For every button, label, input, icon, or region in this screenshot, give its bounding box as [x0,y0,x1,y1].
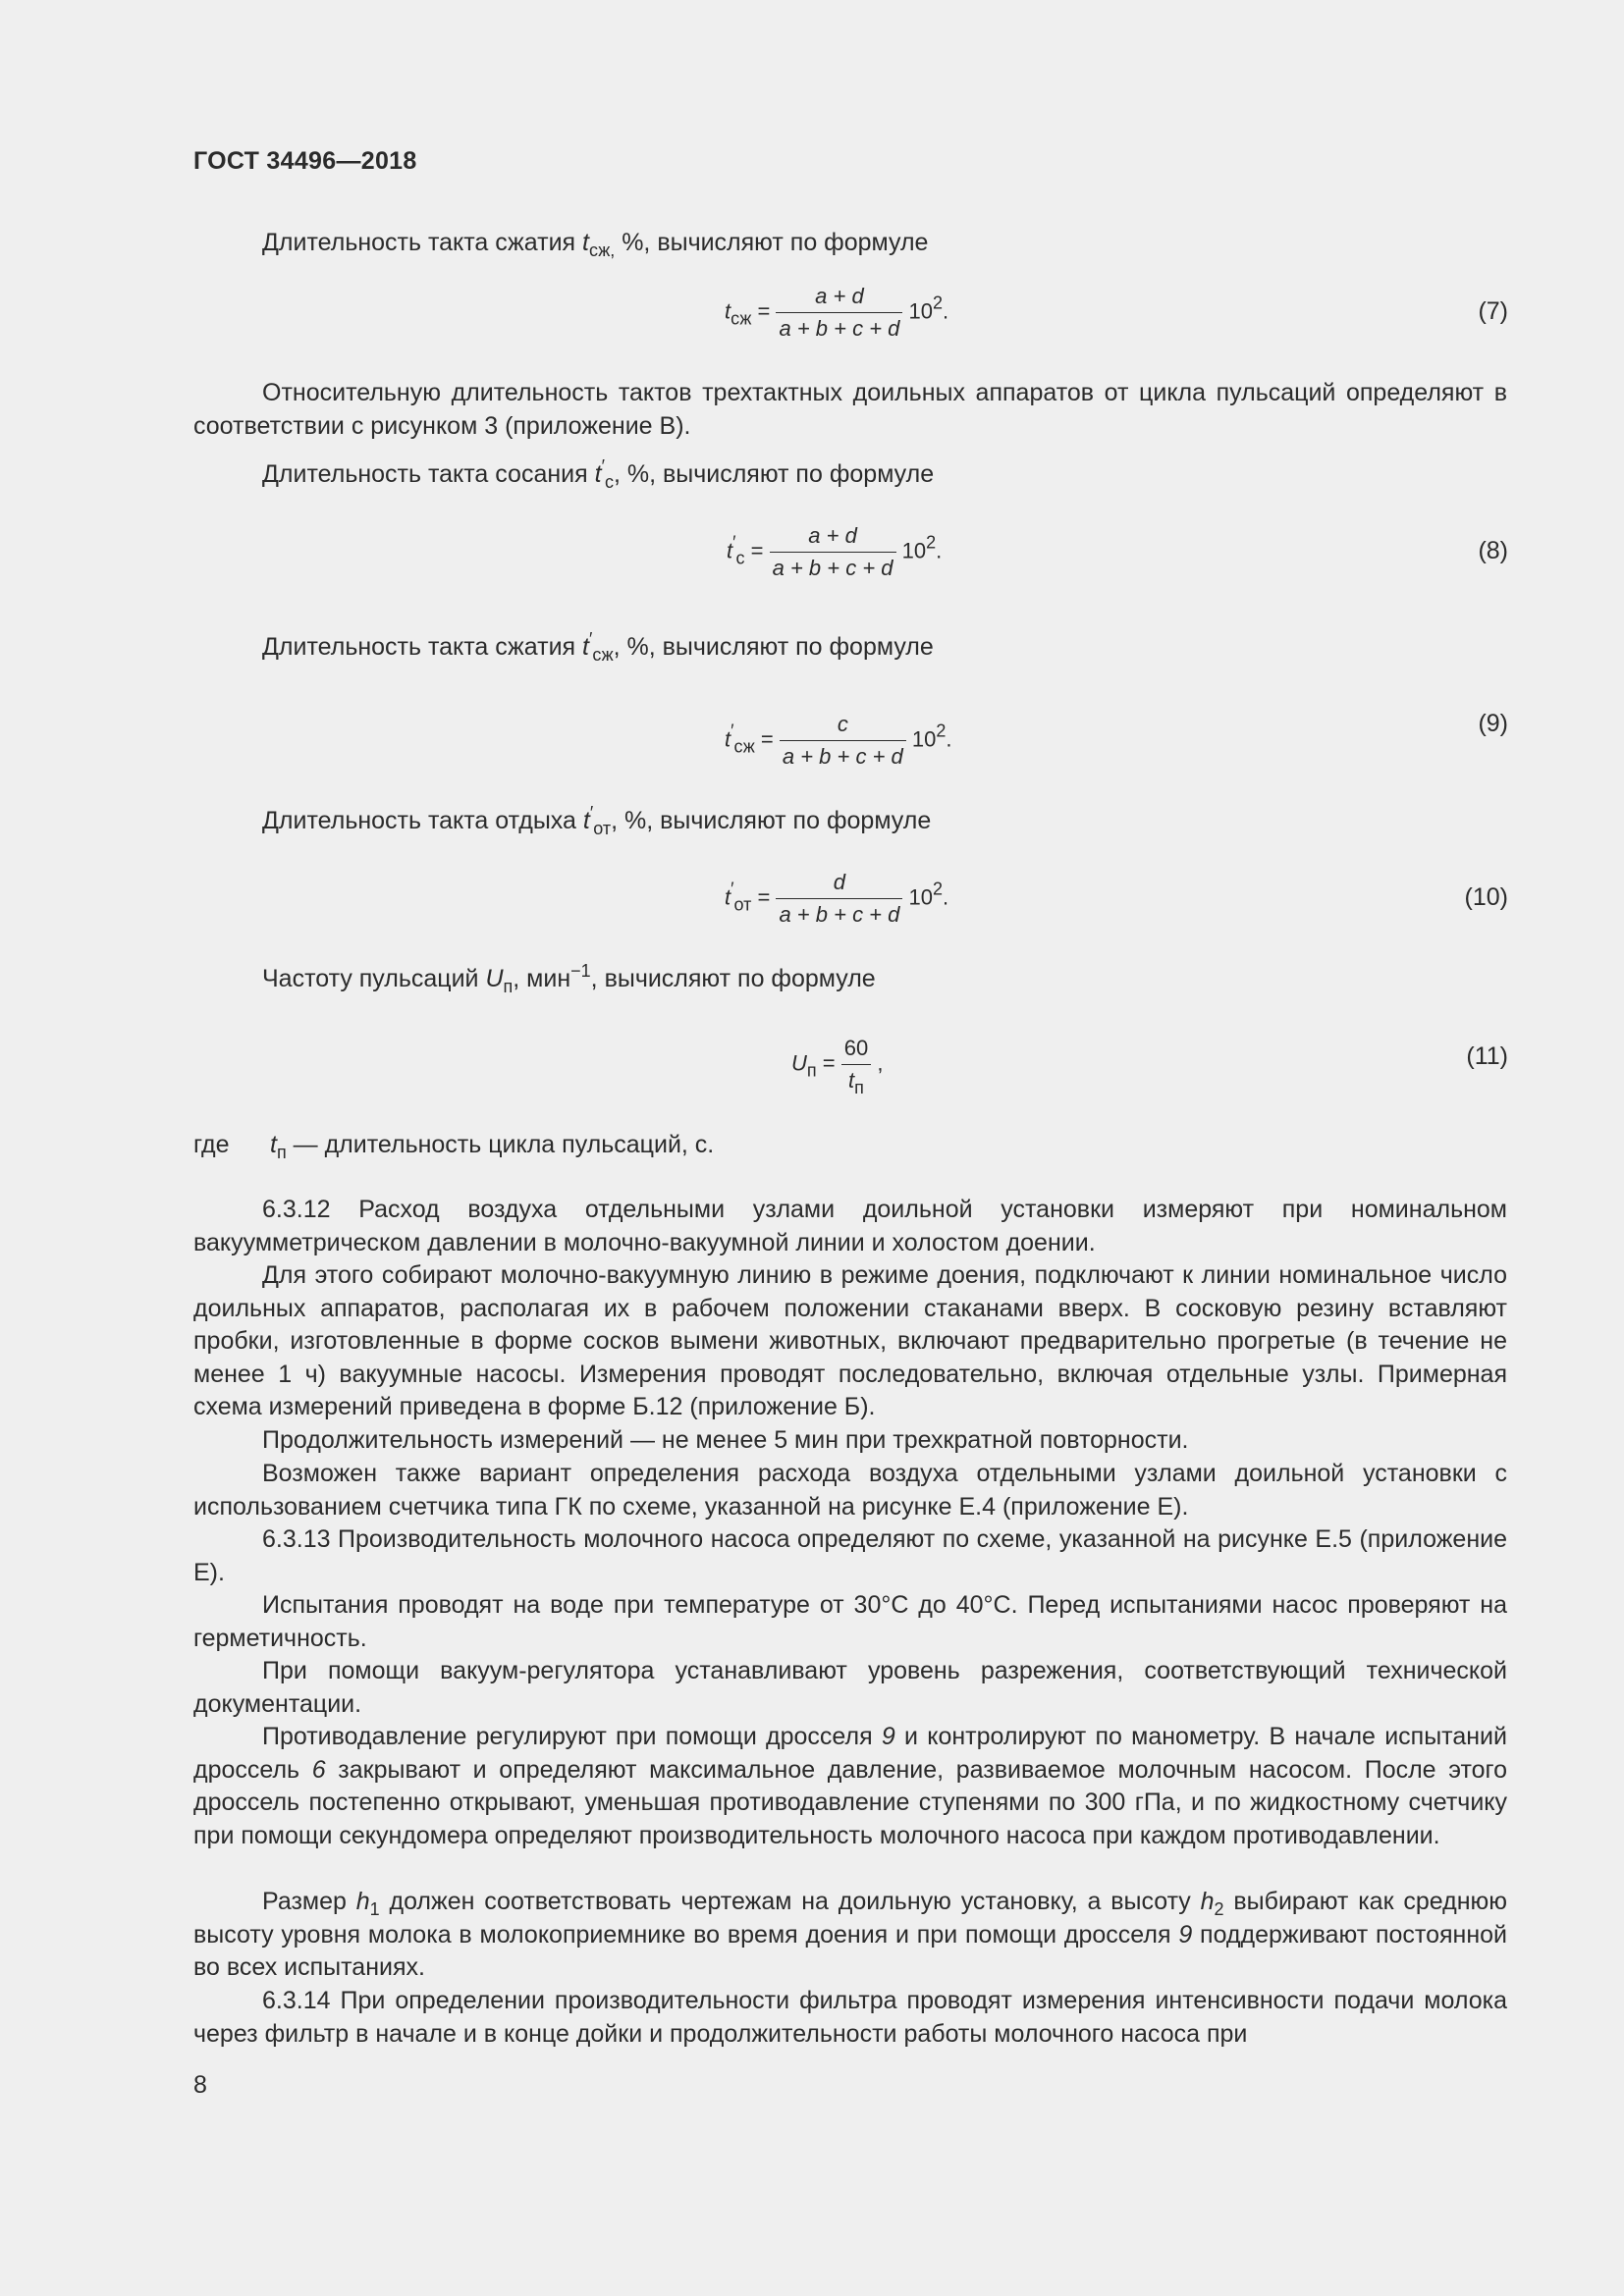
paragraph-6-3-12: 6.3.12 Расход воздуха отдельными узлами доильной установки измеряют при номинальном вакуумметрическом давлении в молочно-вакуумной линии и холостом доении. [193,1196,1507,1256]
document-header: ГОСТ 34496—2018 [193,147,417,175]
formula-intro-compression: Длительность такта сжатия $t_{сж,}$ %, вычисляют по формуле [262,229,929,260]
formula-intro-rest: Длительность такта отдыха $t'_{от}$, %, вычисляют по формуле [262,803,932,838]
equation-7: $t_{сж}$ = $\frac{a + d}{a + b + c + d}$ $10^2$. [725,284,949,341]
paragraph: При помощи вакуум-регулятора устанавливают уровень разрежения, соответствующий технической документации. [193,1657,1507,1718]
formula-intro-frequency: Частоту пульсаций $U_п$, мин$^{-1}$, вычисляют по формуле [262,961,876,996]
paragraph-6-3-14: 6.3.14 При определении производительности фильтра проводят измерения интенсивности подачи молока через фильтр в начале и в конце дойки и продолжительности работы молочного насоса при [193,1987,1507,2048]
formula-intro-compression-3: Длительность такта сжатия $t'_{сж}$, %, вычисляют по формуле [262,629,934,665]
equation-11: $U_п$ = $\frac{60}{t_п}$ , [791,1036,884,1097]
equation-8: $t'_с$ = $\frac{a + d}{a + b + c + d}$ $10^2$. [727,523,943,580]
equation-number: (7) [1478,297,1508,325]
equation-9: $t'_{сж}$ = $\frac{c}{a + b + c + d}$ $10^2$. [725,712,952,769]
equation-number: (9) [1478,710,1508,737]
paragraph: Противодавление регулируют при помощи дросселя 9 и контролируют по манометру. В начале испытаний дроссель 6 закрывают и определяют максимальное давление, развиваемое молочным насосом. После этого дроссель постепенно открывают, уменьшая противодавление ступенями по 300 гПа, и по жидкостному счетчику при помощи секундомера определяют производительность молочного насоса при каждом противодавлении. [193,1723,1507,1849]
paragraph: Размер $h_1$ должен соответствовать чертежам на доильную установку, а высоту $h_2$ выбирают как среднюю высоту уровня молока в молокоприемнике во время доения и при помощи дросселя 9 поддерживают постоянной во всех испытаниях. [193,1888,1507,1982]
equation-10: $t'_{от}$ = $\frac{d}{a + b + c + d}$ $10^2$. [725,870,949,927]
fraction: $\frac{a + d}{a + b + c + d}$ [770,522,896,582]
equation-number: (8) [1478,537,1508,564]
paragraph: Для этого собирают молочно-вакуумную линию в режиме доения, подключают к линии номинальное число доильных аппаратов, располагая их в рабочем положении стаканами вверх. В сосковую резину вставляют пробки, изготовленные в форме сосков вымени животных, включают предварительно прогретые (в течение не менее 1 ч) вакуумные насосы. Измерения проводят последовательно, включая отдельные узлы. Примерная схема измерений приведена в форме Б.12 (приложение Б). [193,1261,1507,1421]
fraction: $\frac{c}{a + b + c + d}$ [780,711,906,771]
paragraph: Продолжительность измерений — не менее 5 мин при трехкратной повторности. [262,1426,1189,1454]
paragraph: Относительную длительность тактов трехтактных доильных аппаратов от цикла пульсаций определяют в соответствии с рисунком 3 (приложение В). [193,379,1507,440]
fraction: $\frac{60}{t_п}$ [841,1035,871,1095]
page-number: 8 [193,2071,207,2099]
paragraph-6-3-13: 6.3.13 Производительность молочного насоса определяют по схеме, указанной на рисунке Е.5 (приложение Е). [193,1525,1507,1586]
where-clause: где $t_п$ — длительность цикла пульсаций, с. [193,1131,715,1162]
equation-number: (10) [1464,883,1508,911]
fraction: $\frac{d}{a + b + c + d}$ [776,869,902,929]
fraction: $\frac{a + d}{a + b + c + d}$ [776,283,902,343]
equation-number: (11) [1466,1042,1508,1070]
paragraph: Возможен также вариант определения расхода воздуха отдельными узлами доильной установки с использованием счетчика типа ГК по схеме, указанной на рисунке Е.4 (приложение Е). [193,1460,1507,1521]
paragraph: Испытания проводят на воде при температуре от 30°С до 40°С. Перед испытаниями насос проверяют на герметичность. [193,1591,1507,1652]
formula-intro-suction: Длительность такта сосания $t'_с$, %, вычисляют по формуле [262,456,935,492]
